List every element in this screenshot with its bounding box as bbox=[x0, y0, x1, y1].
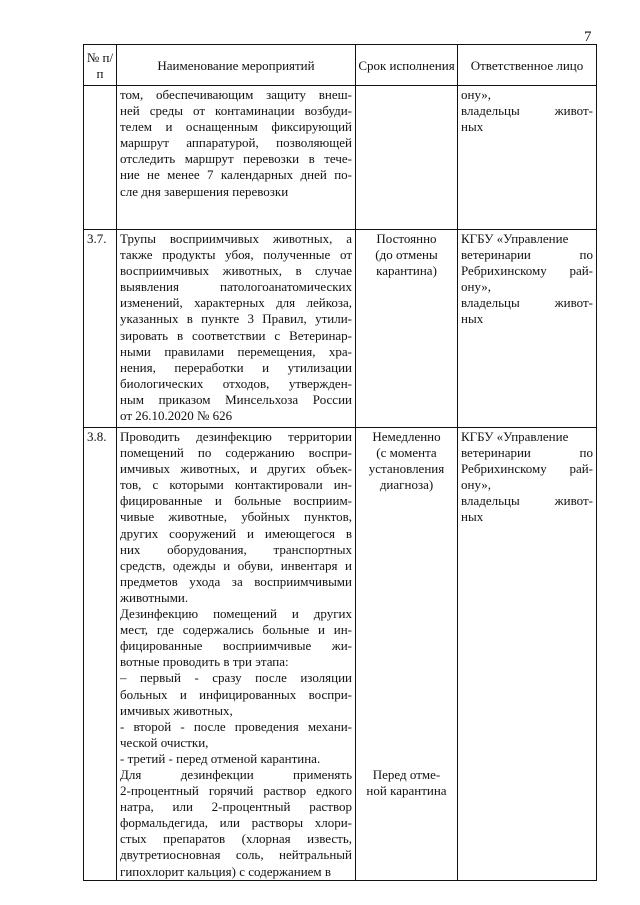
action-line: том, обеспечивающим защиту внеш- bbox=[120, 87, 352, 102]
header-num: № п/п bbox=[84, 45, 117, 86]
term-late-line: Перед отме- bbox=[372, 767, 441, 783]
term-line: (с момента bbox=[376, 445, 437, 461]
cell-term bbox=[356, 230, 458, 428]
header-responsible: Ответственное лицо bbox=[458, 45, 597, 86]
cell-term bbox=[356, 86, 458, 230]
action-line: восприимчивых животных, в случае bbox=[120, 263, 352, 279]
responsible-line: Ребрихинскому рай- bbox=[461, 263, 593, 279]
measures-table bbox=[83, 44, 597, 881]
responsible-line: ных bbox=[461, 509, 484, 525]
action-line: телем и оснащенным фиксирующий bbox=[120, 119, 352, 135]
action-line: ние не менее 7 календарных дней по- bbox=[120, 167, 352, 183]
cell-responsible bbox=[458, 230, 597, 428]
action-line: них оборудования, транспортных bbox=[120, 541, 352, 557]
action-line: других сооружений и имеющегося в bbox=[120, 525, 352, 541]
cell-num: 3.7. bbox=[84, 230, 117, 428]
responsible-line: владельцы живот- bbox=[461, 493, 593, 509]
action-line: стых препаратов (хлорная известь, bbox=[120, 831, 352, 847]
responsible-line: ону», bbox=[461, 477, 492, 493]
action-line: фицированные и больные восприим- bbox=[120, 493, 352, 509]
action-line: ней среды от контаминации возбуди- bbox=[120, 103, 352, 119]
responsible-line: ону», bbox=[461, 87, 492, 102]
action-line: изменений, характерных для лейкоза, bbox=[120, 295, 352, 311]
header-term: Срок исполнения bbox=[356, 45, 458, 86]
responsible-line: владельцы живот- bbox=[461, 103, 593, 119]
action-line: зировать в соответствии с Ветеринар- bbox=[120, 327, 352, 343]
term-line: карантина) bbox=[376, 263, 437, 279]
cell-term bbox=[356, 428, 458, 881]
page-number: 7 bbox=[584, 29, 592, 45]
term-line: Немедленно bbox=[372, 429, 441, 444]
action-line: имчивых животных, bbox=[120, 702, 233, 718]
table-row bbox=[84, 230, 597, 428]
responsible-line: ных bbox=[461, 311, 484, 327]
responsible-line: ветеринарии по bbox=[461, 247, 593, 263]
term-line: установления bbox=[368, 461, 445, 477]
action-line: вотные проводить в три этапа: bbox=[120, 654, 289, 670]
term-line: диагноза) bbox=[379, 477, 434, 493]
action-line: указанных в пункте 3 Правил, утили- bbox=[120, 311, 352, 327]
action-line: ным приказом Минсельхоза России bbox=[120, 391, 352, 407]
action-line: нения, переработки и утилизации bbox=[120, 359, 352, 375]
action-line: чивые животные, убойных пунктов, bbox=[120, 509, 352, 525]
responsible-line: КГБУ «Управление bbox=[461, 429, 569, 444]
table-row bbox=[84, 428, 597, 881]
action-line: ными правилами перемещения, хра- bbox=[120, 343, 352, 359]
action-line: формальдегида, или растворы хлори- bbox=[120, 815, 352, 831]
action-line: Проводить дезинфекцию территории bbox=[120, 429, 352, 444]
cell-action bbox=[117, 428, 356, 881]
action-line: выявления патологоанатомических bbox=[120, 279, 352, 295]
cell-action bbox=[117, 230, 356, 428]
action-line: маршрут аппаратурой, позволяющей bbox=[120, 135, 352, 151]
action-line: Для дезинфекции применять bbox=[120, 766, 352, 782]
responsible-line: владельцы живот- bbox=[461, 295, 593, 311]
responsible-line: ных bbox=[461, 119, 484, 135]
table-row bbox=[84, 86, 597, 230]
responsible-line: Ребрихинскому рай- bbox=[461, 461, 593, 477]
responsible-line: ветеринарии по bbox=[461, 445, 593, 461]
action-line: также продукты убоя, полученные от bbox=[120, 247, 352, 263]
action-line: - третий - перед отменой карантина. bbox=[120, 750, 321, 766]
action-line: двутретиосновная соль, нейтральный bbox=[120, 847, 352, 863]
term-line: (до отмены bbox=[375, 247, 438, 263]
action-line: отследить маршрут перевозки в тече- bbox=[120, 151, 352, 167]
action-line: животными. bbox=[120, 589, 189, 605]
action-line: от 26.10.2020 № 626 bbox=[120, 408, 233, 424]
cell-action bbox=[117, 86, 356, 230]
action-line: предметов ухода за восприимчивыми bbox=[120, 573, 352, 589]
action-line: биологических отходов, утвержден- bbox=[120, 375, 352, 391]
action-line: 2-процентный горячий раствор едкого bbox=[120, 783, 352, 799]
responsible-line: КГБУ «Управление bbox=[461, 231, 569, 246]
cell-responsible bbox=[458, 428, 597, 881]
action-line: натра, или 2-процентный раствор bbox=[120, 799, 352, 815]
action-line: Дезинфекцию помещений и других bbox=[120, 606, 352, 622]
action-line: гипохлорит кальция) с содержанием в bbox=[120, 863, 332, 879]
header-action: Наименование мероприятий bbox=[117, 45, 356, 86]
cell-num bbox=[84, 86, 117, 230]
action-line: Трупы восприимчивых животных, а bbox=[120, 231, 352, 246]
action-line: помещений по содержанию воспри- bbox=[120, 445, 352, 461]
cell-num: 3.8. bbox=[84, 428, 117, 881]
action-line: сле дня завершения перевозки bbox=[120, 183, 289, 199]
action-line: мест, где содержались больные и ин- bbox=[120, 622, 352, 638]
action-line: имчивых животных, и других объек- bbox=[120, 461, 352, 477]
responsible-line: ону», bbox=[461, 279, 492, 295]
action-line: средств, одежды и обуви, инвентаря и bbox=[120, 557, 352, 573]
term-late-line: ной карантина bbox=[366, 783, 447, 799]
action-line: тов, с которыми контактировали ин- bbox=[120, 477, 352, 493]
action-line: - второй - после проведения механи- bbox=[120, 718, 352, 734]
term-line: Постоянно bbox=[376, 231, 437, 246]
term-spacer bbox=[359, 493, 454, 767]
action-line: фицированные восприимчивые жи- bbox=[120, 638, 352, 654]
cell-responsible bbox=[458, 86, 597, 230]
action-line: больных и инфицированных воспри- bbox=[120, 686, 352, 702]
action-line: – первый - сразу после изоляции bbox=[120, 670, 352, 686]
action-line: ческой очистки, bbox=[120, 734, 209, 750]
table-header-row bbox=[84, 45, 597, 86]
